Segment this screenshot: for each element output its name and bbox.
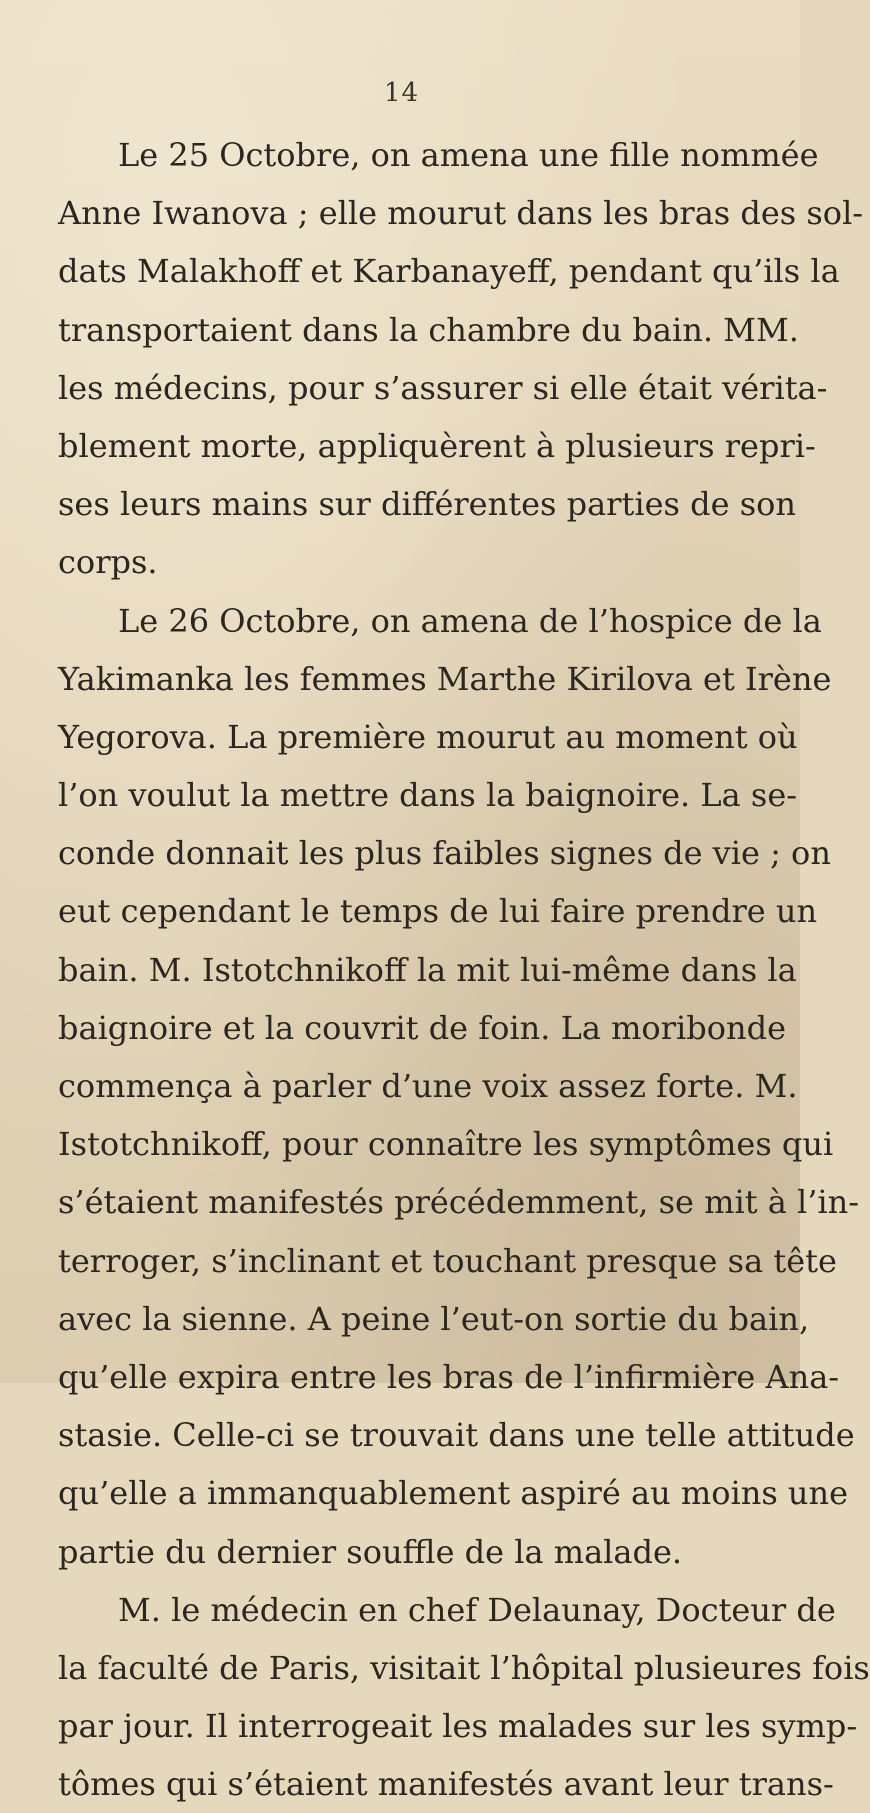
text-line: stasie. Celle-ci se trouvait dans une telle attitude [58, 1416, 855, 1455]
text-line: corps. [58, 543, 158, 582]
text-line: Yakimanka les femmes Marthe Kirilova et Irène [58, 659, 832, 698]
text-line: bain. M. Istotchnikoff la mit lui-même dans la [58, 950, 797, 989]
text-line: qu’elle a immanquablement aspiré au moins une [58, 1474, 849, 1513]
text-line: transportaient dans la chambre du bain. MM. [58, 310, 799, 349]
page-number: 14 [384, 78, 420, 108]
text-line: Anne Iwanova ; elle mourut dans les bras des sol- [58, 194, 864, 233]
text-line: commença à parler d’une voix assez forte. M. [58, 1067, 798, 1105]
text-line: s’étaient manifestés précédemment, se mit à l’in- [58, 1183, 860, 1222]
text-line: la faculté de Paris, visitait l’hôpital plusieures fois [58, 1648, 870, 1687]
text-line: M. le médecin en chef Delaunay, Docteur de [118, 1590, 836, 1629]
text-line: eut cependant le temps de lui faire prendre un [58, 892, 818, 931]
text-line: avec la sienne. A peine l’eut-on sortie du bain, [58, 1299, 810, 1338]
text-line: ses leurs mains sur différentes parties de son [58, 485, 796, 524]
text-line: Istotchnikoff, pour connaître les symptômes qui [58, 1125, 834, 1164]
text-line: qu’elle expira entre les bras de l’infirmière Ana- [58, 1357, 840, 1396]
text-line: l’on voulut la mettre dans la baignoire. La se- [58, 776, 798, 815]
body-text [58, 126, 870, 1813]
text-line: terroger, s’inclinant et touchant presque sa tête [58, 1241, 837, 1280]
text-line: dats Malakhoff et Karbanayeff, pendant qu’ils la [58, 252, 840, 291]
text-line: Le 26 Octobre, on amena de l’hospice de la [118, 601, 822, 640]
text-line: par jour. Il interrogeait les malades sur les symp- [58, 1707, 858, 1746]
text-line: baignoire et la couvrit de foin. La moribonde [58, 1008, 786, 1047]
text-line: les médecins, pour s’assurer si elle était vérita- [58, 368, 828, 407]
text-line: Le 25 Octobre, on amena une fille nommée [118, 136, 819, 174]
text-line: partie du dernier souffle de la malade. [58, 1532, 683, 1571]
text-line: tômes qui s’étaient manifestés avant leur trans- [58, 1765, 834, 1804]
text-line: blement morte, appliquèrent à plusieurs repri- [58, 426, 816, 465]
text-line: Yegorova. La première mourut au moment où [58, 717, 798, 756]
text-line: conde donnait les plus faibles signes de vie ; on [58, 834, 831, 873]
